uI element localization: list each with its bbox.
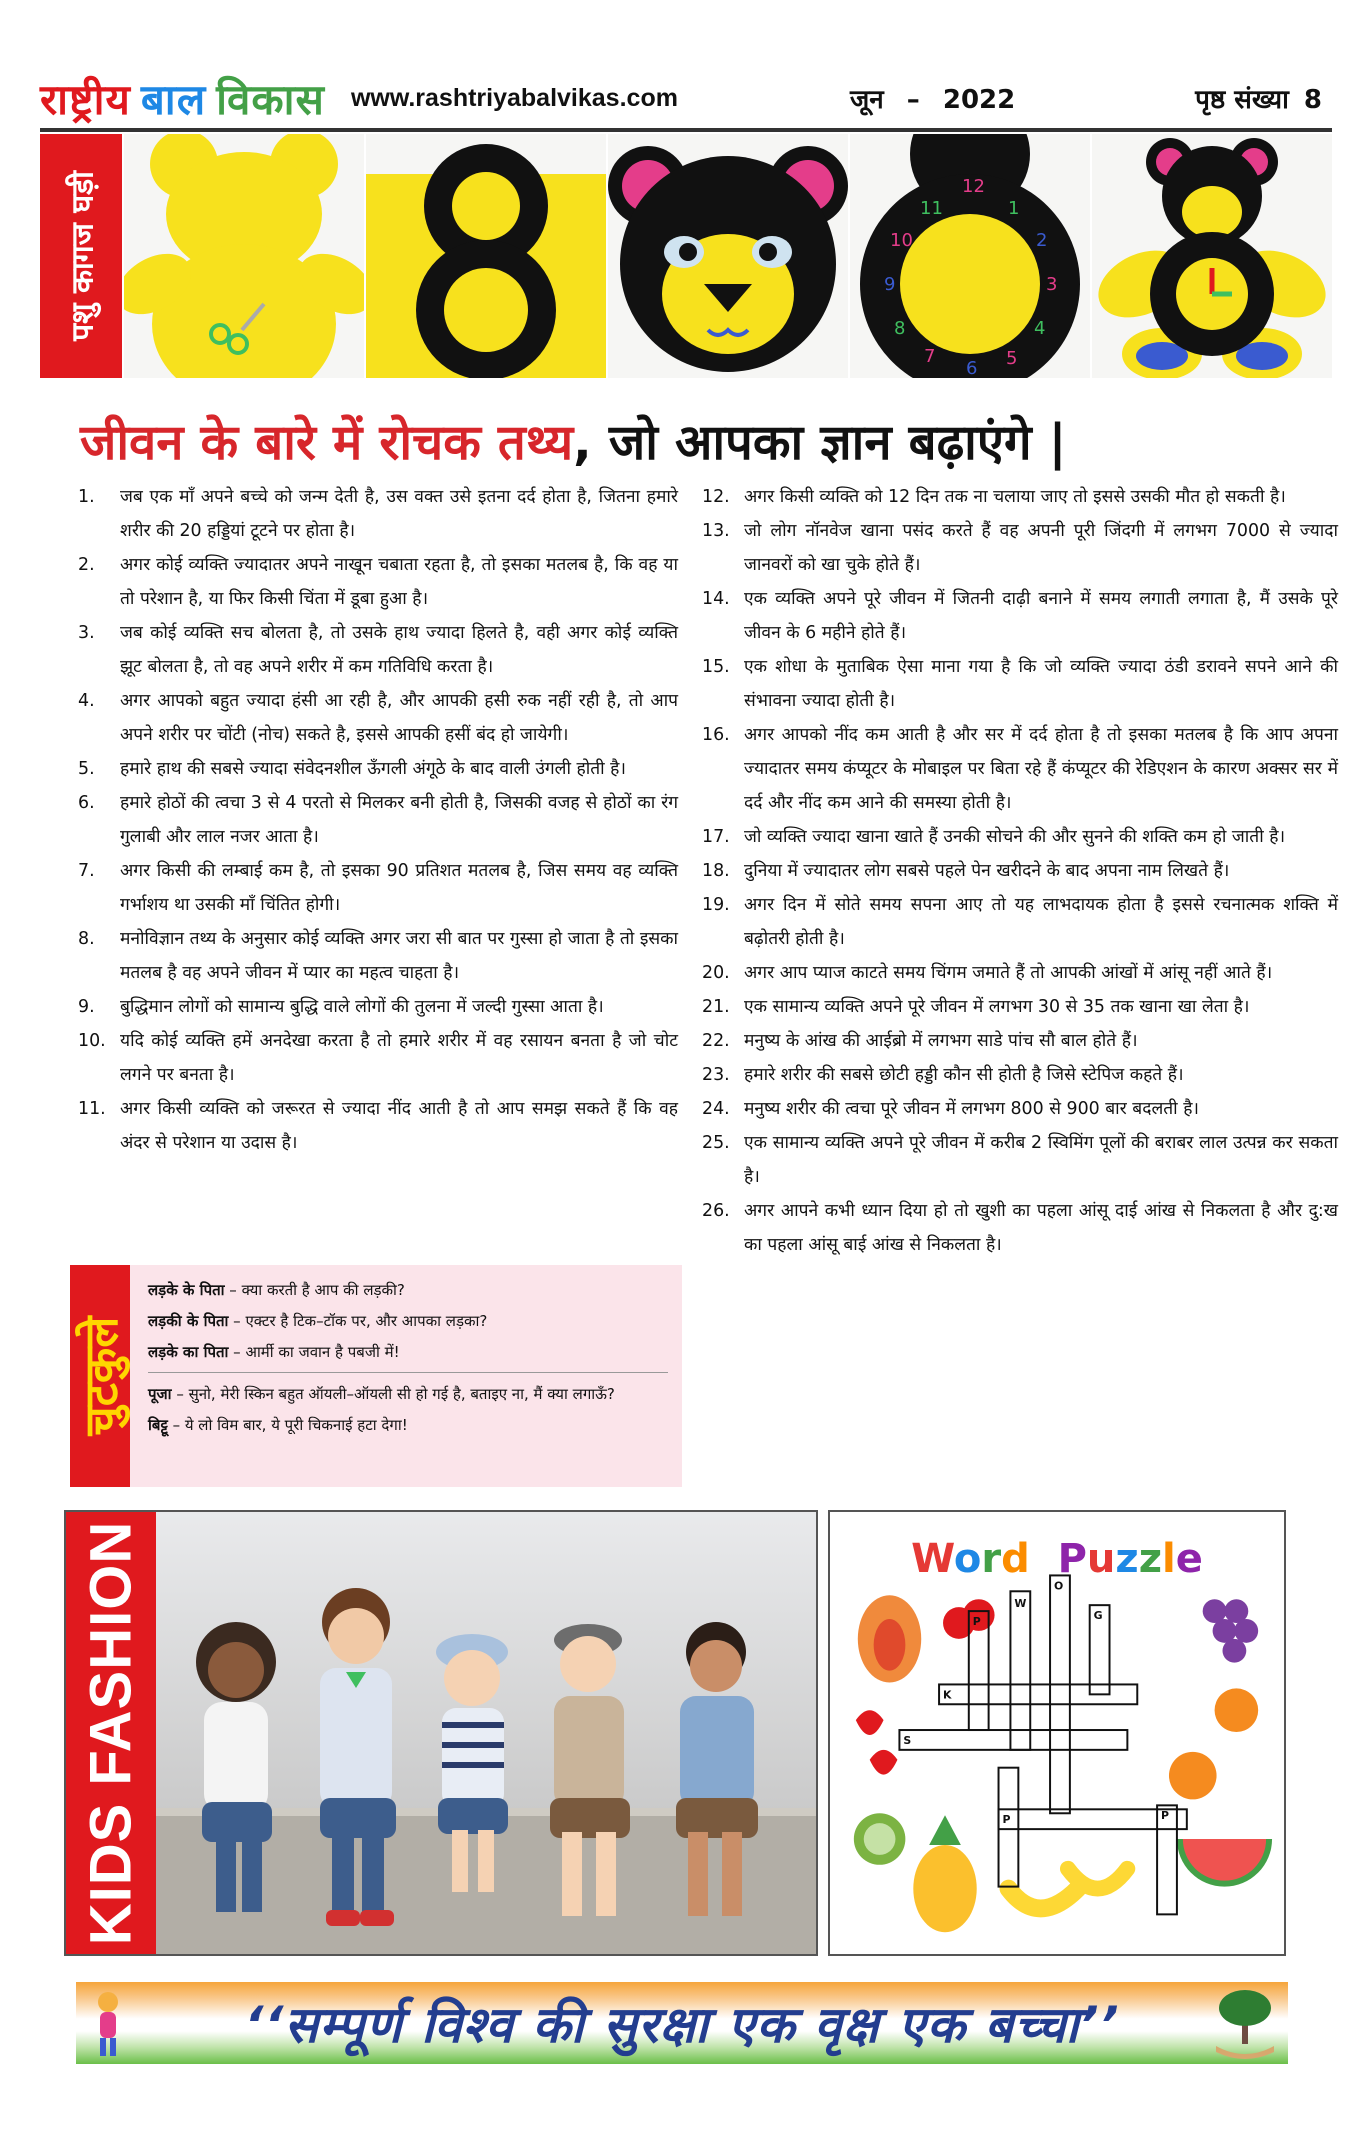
joke-dialogue: – ये लो विम बार, ये पूरी चिकनाई हटा देगा!	[167, 1416, 408, 1434]
craft-strip-label: पशु कागज घड़ी	[65, 171, 101, 341]
logo-word: बाल	[140, 74, 207, 124]
kids-fashion-photo	[156, 1512, 816, 1954]
child-with-sapling-icon	[82, 1988, 134, 2058]
word-puzzle-section	[828, 1510, 1286, 1956]
fact-text: हमारे शरीर की सबसे छोटी हड्डी कौन सी होती है जिसे स्टेपिज कहते हैं।	[744, 1065, 1184, 1085]
svg-text:7: 7	[924, 346, 936, 367]
joke-speaker: पूजा	[148, 1385, 172, 1403]
website-url[interactable]: www.rashtriyabalvikas.com	[350, 83, 678, 112]
fact-text: जब कोई व्यक्ति सच बोलता है, तो उसके हाथ ज्यादा हिलते है, वही अगर कोई व्यक्ति झूट बोलता है, तो वह अपने शरीर में कम गतिविधि करता है।	[120, 623, 678, 677]
craft-step-bear-cutout	[122, 134, 364, 378]
article-headline	[80, 408, 1330, 474]
fact-item	[702, 1194, 1338, 1262]
slogan-text: ‘‘सम्पूर्ण विश्व की सुरक्षा एक वृक्ष एक बच्चा’’	[244, 1996, 1120, 2054]
bear-cutout-image	[124, 134, 364, 378]
watermelon-icon	[1177, 1839, 1272, 1887]
fact-text: अगर दिन में सोते समय सपना आए तो यह लाभदायक होता है इससे रचनात्मक शक्ति में बढ़ोतरी होती है।	[744, 895, 1338, 949]
fact-item	[702, 956, 1338, 990]
craft-step-finished-clock	[1090, 134, 1332, 378]
newspaper-logo	[40, 70, 325, 127]
fact-text: अगर किसी व्यक्ति को 12 दिन तक ना चलाया जाए तो इससे उसकी मौत हो सकती है।	[744, 487, 1286, 507]
fact-text: जब एक माँ अपने बच्चे को जन्म देती है, उस वक्त उसे इतना दर्द होता है, जितना हमारे शरीर की 20 हड्डियां टूटने पर होता है।	[120, 487, 678, 541]
svg-text:12: 12	[962, 176, 985, 197]
slogan-banner	[76, 1982, 1288, 2064]
peach-icon	[1169, 1752, 1217, 1800]
fact-number: 16.	[702, 725, 730, 745]
puzzle-title-letter: z	[1115, 1536, 1139, 1582]
masthead	[40, 72, 1332, 124]
pineapple-icon	[913, 1815, 976, 1932]
clock-numbers-image	[850, 134, 1090, 378]
fact-number: 24.	[702, 1099, 730, 1119]
fact-text: अगर कोई व्यक्ति ज्यादातर अपने नाखून चबाता रहता है, तो इसका मतलब है, कि वह या तो परेशान है, या फिर किसी चिंता में डूबा हुआ है।	[120, 555, 678, 609]
logo-word: राष्ट्रीय	[40, 74, 131, 124]
fact-item	[702, 650, 1338, 718]
puzzle-title-letter: e	[1175, 1536, 1203, 1582]
tree-in-hands-icon	[1210, 1986, 1280, 2060]
fact-item	[78, 752, 678, 786]
bear-face-image	[608, 134, 848, 378]
fact-number: 23.	[702, 1065, 730, 1085]
puzzle-letter: P	[1002, 1813, 1011, 1827]
fact-text: एक सामान्य व्यक्ति अपने पूरे जीवन में लगभग 30 से 35 तक खाना खा लेता है।	[744, 997, 1250, 1017]
joke-line	[148, 1379, 668, 1410]
fact-text: एक शोधा के मुताबिक ऐसा माना गया है कि जो व्यक्ति ज्यादा ठंडी डरावने सपने आने की संभावना ज्यादा होती है।	[744, 657, 1338, 711]
fact-number: 10.	[78, 1031, 106, 1051]
fact-number: 18.	[702, 861, 730, 881]
kids-fashion-label: KIDS FASHION	[78, 1520, 144, 1946]
joke-line	[148, 1337, 668, 1368]
puzzle-title-letter: l	[1161, 1536, 1176, 1582]
svg-text:5: 5	[1006, 348, 1018, 369]
fact-text: अगर आपको नींद कम आती है और सर में दर्द होता है तो इसका मतलब है कि आप अपना ज्यादातर समय कंप्यूटर के मोबाइल पर बिता रहे हैं कंप्यूटर की रेडिएशन के कारण अक्सर सर में दर्द और नींद कम आने की समस्या होती है।	[744, 725, 1338, 813]
fact-item	[78, 548, 678, 616]
strawberries-icon	[856, 1710, 898, 1774]
fact-number: 7.	[78, 861, 95, 881]
children-sitting-image	[156, 1512, 816, 1954]
puzzle-title-letter: W	[911, 1536, 954, 1582]
joke-dialogue: – क्या करती है आप की लड़की?	[224, 1281, 405, 1299]
fact-item	[78, 616, 678, 684]
fact-number: 4.	[78, 691, 95, 711]
fact-text: हमारे हाथ की सबसे ज्यादा संवेदनशील ऊँगली अंगूठे के बाद वाली उंगली होती है।	[120, 759, 626, 779]
puzzle-title-letter: d	[1001, 1536, 1030, 1582]
fact-item	[702, 1126, 1338, 1194]
finished-bear-clock-image	[1092, 134, 1332, 378]
fact-text: दुनिया में ज्यादातर लोग सबसे पहले पेन खरीदने के बाद अपना नाम लिखते हैं।	[744, 861, 1230, 881]
fact-number: 11.	[78, 1099, 106, 1119]
fact-item	[78, 854, 678, 922]
puzzle-letter: O	[1054, 1579, 1064, 1593]
jokes-box	[70, 1265, 682, 1487]
fact-number: 26.	[702, 1201, 730, 1221]
fact-number: 2.	[78, 555, 95, 575]
fact-number: 9.	[78, 997, 95, 1017]
fact-item	[702, 582, 1338, 650]
puzzle-title-letter: z	[1138, 1536, 1162, 1582]
joke-speaker: बिट्टू	[148, 1416, 168, 1434]
fact-number: 5.	[78, 759, 95, 779]
joke-dialogue: – आर्मी का जवान है पबजी में!	[228, 1343, 400, 1361]
fact-number: 19.	[702, 895, 730, 915]
facts-column-right	[702, 480, 1338, 1262]
headline-highlight: जीवन के बारे में रोचक तथ्य	[80, 414, 574, 471]
issue-date	[850, 80, 1015, 116]
fact-item	[78, 786, 678, 854]
fact-text: बुद्धिमान लोगों को सामान्य बुद्धि वाले लोगों की तुलना में जल्दी गुस्सा आता है।	[120, 997, 604, 1017]
jokes-body	[148, 1275, 668, 1441]
bananas-icon	[1008, 1869, 1127, 1909]
fact-item	[78, 684, 678, 752]
black-eight-image	[366, 134, 606, 378]
svg-text:3: 3	[1046, 274, 1058, 295]
puzzle-letter: S	[903, 1733, 912, 1747]
fact-item	[702, 1058, 1338, 1092]
svg-text:1: 1	[1008, 198, 1020, 219]
fact-number: 3.	[78, 623, 95, 643]
jokes-label: चुटकुले	[74, 1316, 128, 1436]
craft-step-bear-face	[606, 134, 848, 378]
fact-number: 20.	[702, 963, 730, 983]
joke-speaker: लड़की के पिता	[148, 1312, 229, 1330]
svg-text:9: 9	[884, 274, 896, 295]
fact-text: अगर आप प्याज काटते समय चिंगम जमाते हैं तो आपकी आंखों में आंसू नहीं आते हैं।	[744, 963, 1273, 983]
fact-item	[702, 888, 1338, 956]
fact-number: 12.	[702, 487, 730, 507]
jokes-divider	[148, 1372, 668, 1373]
fact-text: यदि कोई व्यक्ति हमें अनदेखा करता है तो हमारे शरीर में वह रसायन बनता है जो चोट लगने पर बनता है।	[120, 1031, 678, 1085]
svg-text:8: 8	[894, 318, 906, 339]
fact-item	[78, 922, 678, 990]
joke-two	[148, 1379, 668, 1441]
fact-text: अगर किसी की लम्बाई कम है, तो इसका 90 प्रतिशत मतलब है, जिस समय वह व्यक्ति गर्भाशय था उसकी माँ चिंतित होगी।	[120, 861, 678, 915]
fact-number: 6.	[78, 793, 95, 813]
fact-item	[702, 1024, 1338, 1058]
date-dash: –	[906, 85, 920, 115]
joke-speaker: लड़के के पिता	[148, 1281, 225, 1299]
fact-text: अगर आपने कभी ध्यान दिया हो तो खुशी का पहला आंसू दाई आंख से निकलता है और दु:ख का पहला आंसू बाई आंख से निकलता है।	[744, 1201, 1338, 1255]
fact-item	[702, 514, 1338, 582]
fact-item	[78, 1092, 678, 1160]
fact-item	[78, 1024, 678, 1092]
craft-strip-label-box	[40, 134, 122, 378]
svg-text:2: 2	[1036, 230, 1048, 251]
issue-month: जून	[850, 85, 884, 115]
fact-number: 22.	[702, 1031, 730, 1051]
fact-number: 25.	[702, 1133, 730, 1153]
joke-speaker: लड़के का पिता	[148, 1343, 229, 1361]
fact-number: 1.	[78, 487, 95, 507]
fact-number: 13.	[702, 521, 730, 541]
puzzle-letter: G	[1093, 1609, 1103, 1623]
kids-fashion-label-box	[66, 1512, 156, 1954]
kids-fashion-section	[64, 1510, 818, 1956]
joke-one	[148, 1275, 668, 1368]
grapes-icon	[1203, 1599, 1258, 1662]
jokes-label-box	[70, 1265, 130, 1487]
fact-text: जो लोग नॉनवेज खाना पसंद करते हैं वह अपनी पूरी जिंदगी में लगभग 7000 से ज्यादा जानवरों को खा चुके होते हैं।	[744, 521, 1338, 575]
fact-item	[702, 1092, 1338, 1126]
fact-text: हमारे होठों की त्वचा 3 से 4 परतो से मिलकर बनी होती है, जिसकी वजह से होठों का रंग गुलाबी और लाल नजर आता है।	[120, 793, 678, 847]
svg-text:6: 6	[966, 358, 978, 378]
fact-number: 17.	[702, 827, 730, 847]
puzzle-letter: K	[943, 1688, 952, 1702]
issue-year: 2022	[942, 85, 1016, 115]
joke-dialogue: – एक्टर है टिक–टॉक पर, और आपका लड़का?	[228, 1312, 488, 1330]
page-number	[1195, 80, 1322, 116]
puzzle-letter: P	[972, 1614, 981, 1628]
puzzle-title-letter: P	[1057, 1536, 1087, 1582]
orange-icon	[1215, 1688, 1259, 1732]
fact-item	[702, 990, 1338, 1024]
page-number-label: पृष्ठ संख्या	[1195, 85, 1289, 115]
joke-line	[148, 1410, 668, 1441]
fact-item	[702, 820, 1338, 854]
logo-word: विकास	[216, 74, 325, 124]
fact-text: एक सामान्य व्यक्ति अपने पूरे जीवन में करीब 2 स्विमिंग पूलों की बराबर लाल उत्पन्न कर सकता है।	[744, 1133, 1338, 1187]
fact-text: मनुष्य के आंख की आईब्रो में लगभग साडे पांच सौ बाल होते हैं।	[744, 1031, 1138, 1051]
fact-number: 21.	[702, 997, 730, 1017]
puzzle-title-letter: r	[981, 1536, 1002, 1582]
fact-text: एक व्यक्ति अपने पूरे जीवन में जितनी दाढ़ी बनाने में समय लगाती लगाता है, मैं उसके पूरे जीवन के 6 महीने होते हैं।	[744, 589, 1338, 643]
facts-column-left	[78, 480, 678, 1160]
fact-number: 14.	[702, 589, 730, 609]
fact-text: अगर किसी व्यक्ति को जरूरत से ज्यादा नींद आती है तो आप समझ सकते हैं कि वह अंदर से परेशान या उदास है।	[120, 1099, 678, 1153]
craft-steps-strip	[40, 134, 1332, 378]
fact-text: अगर आपको बहुत ज्यादा हंसी आ रही है, और आपकी हसी रुक नहीं रही है, तो आप अपने शरीर पर चोंटी (नोच) सकते है, इससे आपकी हसीं बंद हो जायेगी।	[120, 691, 678, 745]
joke-line	[148, 1275, 668, 1306]
fact-item	[702, 480, 1338, 514]
craft-step-black-eight	[364, 134, 606, 378]
fact-item	[702, 718, 1338, 820]
fact-text: जो व्यक्ति ज्यादा खाना खाते हैं उनकी सोचने की और सुनने की शक्ति कम हो जाती है।	[744, 827, 1286, 847]
fact-text: मनोविज्ञान तथ्य के अनुसार कोई व्यक्ति अगर जरा सी बात पर गुस्सा हो जाता है तो इसका मतलब है वह अपने जीवन में प्यार का महत्व चाहता है।	[120, 929, 678, 983]
puzzle-title-letter: u	[1086, 1536, 1116, 1582]
svg-text:10: 10	[890, 230, 913, 251]
fact-number: 15.	[702, 657, 730, 677]
fact-item	[78, 480, 678, 548]
fact-text: मनुष्य शरीर की त्वचा पूरे जीवन में लगभग 800 से 900 बार बदलती है।	[744, 1099, 1200, 1119]
svg-text:11: 11	[920, 198, 943, 219]
fact-number: 8.	[78, 929, 95, 949]
header-rule	[40, 128, 1332, 132]
puzzle-title-letter: o	[953, 1536, 982, 1582]
headline-rest: , जो आपका ज्ञान बढ़ाएंगे |	[573, 414, 1067, 471]
puzzle-letter: W	[1014, 1597, 1027, 1611]
page-number-value: 8	[1303, 85, 1322, 115]
fruit-crossword-grid	[830, 1512, 1284, 1954]
craft-step-clock-numbers	[848, 134, 1090, 378]
joke-dialogue: – सुनो, मेरी स्किन बहुत ऑयली–ऑयली सी हो गई है, बताइए ना, मैं क्या लगाऊँ?	[171, 1385, 615, 1403]
svg-text:4: 4	[1034, 318, 1046, 339]
fact-item	[702, 854, 1338, 888]
fact-item	[78, 990, 678, 1024]
puzzle-letter: P	[1161, 1809, 1170, 1823]
joke-line	[148, 1306, 668, 1337]
